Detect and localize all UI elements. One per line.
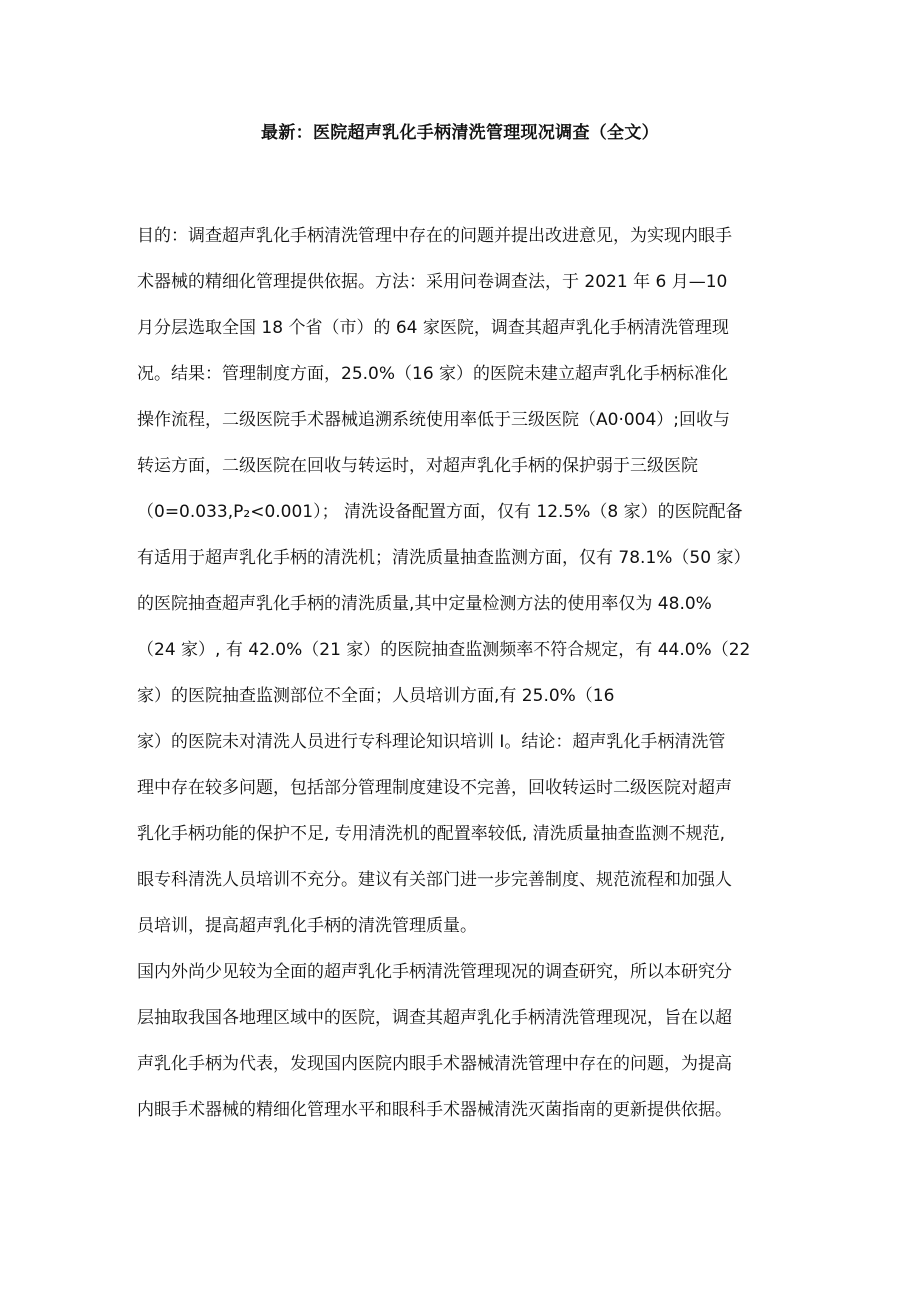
text-line-3: 月分层选取全国 18 个省（市）的 64 家医院，调查其超声乳化手柄清洗管理现 xyxy=(137,318,729,338)
text-line-6: 转运方面，二级医院在回收与转运时，对超声乳化手柄的保护弱于三级医院 xyxy=(137,456,698,476)
text-line-20: 内眼手术器械的精细化管理水平和眼科手术器械清洗灭菌指南的更新提供依据。 xyxy=(137,1100,732,1120)
text-line-19: 声乳化手柄为代表，发现国内医院内眼手术器械清洗管理中存在的问题，为提高 xyxy=(137,1054,732,1074)
text-line-7: （0=0.033,P₂<0.001）； 清洗设备配置方面，仅有 12.5%（8 家）的医院配备 xyxy=(137,502,743,522)
text-line-14: 乳化手柄功能的保护不足, 专用清洗机的配置率较低, 清洗质量抽查监测不规范, xyxy=(137,824,726,844)
text-line-8: 有适用于超声乳化手柄的清洗机；清洗质量抽查监测方面，仅有 78.1%（50 家） xyxy=(137,548,751,568)
text-line-17: 国内外尚少见较为全面的超声乳化手柄清洗管理现况的调查研究，所以本研究分 xyxy=(137,962,732,982)
text-line-12: 家）的医院未对清洗人员进行专科理论知识培训 I。结论：超声乳化手柄清洗管 xyxy=(137,732,726,752)
text-line-9: 的医院抽查超声乳化手柄的清洗质量,其中定量检测方法的使用率仅为 48.0% xyxy=(137,594,712,614)
text-line-15: 眼专科清洗人员培训不充分。建议有关部门进一步完善制度、规范流程和加强人 xyxy=(137,870,732,890)
document-title: 最新：医院超声乳化手柄清洗管理现况调查（全文） xyxy=(261,123,659,143)
text-line-10: （24 家）, 有 42.0%（21 家）的医院抽查监测频率不符合规定，有 44.0%（22 xyxy=(137,640,751,660)
text-line-1: 目的：调查超声乳化手柄清洗管理中存在的问题并提出改进意见，为实现内眼手 xyxy=(137,226,732,246)
text-line-13: 理中存在较多问题，包括部分管理制度建设不完善，回收转运时二级医院对超声 xyxy=(137,778,732,798)
text-line-2: 术器械的精细化管理提供依据。方法：采用问卷调查法，于 2021 年 6 月—10 xyxy=(137,272,728,292)
text-line-16: 员培训，提高超声乳化手柄的清洗管理质量。 xyxy=(137,916,477,936)
text-line-4: 况。结果：管理制度方面，25.0%（16 家）的医院未建立超声乳化手柄标准化 xyxy=(137,364,729,384)
text-line-18: 层抽取我国各地理区域中的医院，调查其超声乳化手柄清洗管理现况，旨在以超 xyxy=(137,1008,732,1028)
text-line-5: 操作流程，二级医院手术器械追溯系统使用率低于三级医院（A0·004）;回收与 xyxy=(137,410,731,430)
text-line-11: 家）的医院抽查监测部位不全面；人员培训方面,有 25.0%（16 xyxy=(137,686,615,706)
